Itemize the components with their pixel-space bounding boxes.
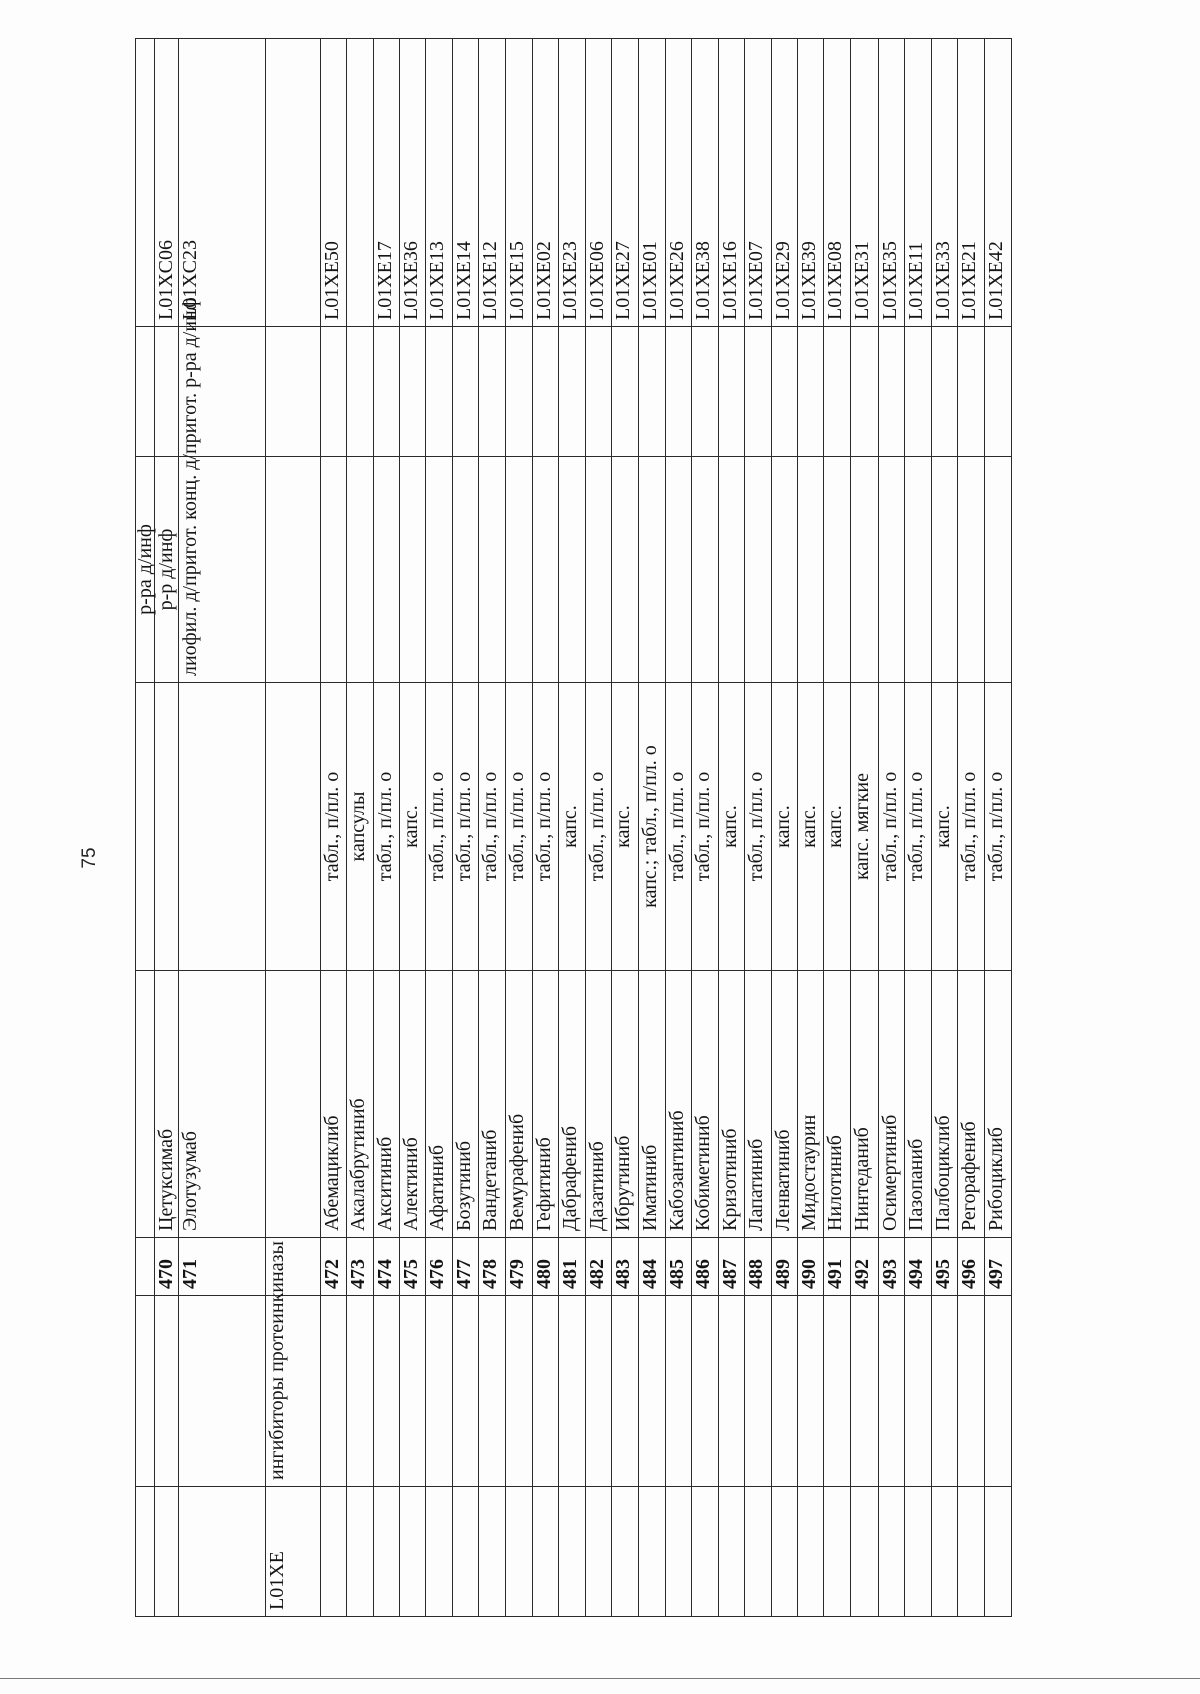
row-number-cell — [136, 1238, 155, 1296]
dosage-form-cell: табл., п/пл. о — [321, 683, 347, 971]
group-code-cell — [639, 1487, 666, 1617]
empty-cell — [824, 327, 851, 457]
empty-cell — [932, 327, 958, 457]
group-code-cell — [692, 1487, 719, 1617]
dosage-form-secondary-cell — [506, 457, 533, 683]
group-name-cell — [321, 1296, 347, 1487]
atc-code-cell: L01XE33 — [932, 39, 958, 327]
empty-cell — [155, 327, 179, 457]
group-code-cell — [400, 1487, 426, 1617]
dosage-form-cell — [155, 683, 179, 971]
dosage-form-cell: табл., п/пл. о — [985, 683, 1012, 971]
dosage-form-cell: капс. — [612, 683, 639, 971]
atc-code-cell — [136, 39, 155, 327]
row-number-cell: 494 — [905, 1238, 932, 1296]
row-number-cell: 485 — [666, 1238, 692, 1296]
table-row — [155, 39, 179, 1617]
row-number-cell: 483 — [612, 1238, 639, 1296]
empty-cell — [612, 327, 639, 457]
drug-name-cell: Вемурафениб — [506, 971, 533, 1238]
dosage-form-secondary-cell — [586, 457, 612, 683]
row-number-cell: 491 — [824, 1238, 851, 1296]
dosage-form-secondary-cell — [958, 457, 985, 683]
empty-cell — [958, 327, 985, 457]
group-name-cell — [879, 1296, 905, 1487]
row-number-cell: 473 — [347, 1238, 374, 1296]
dosage-form-secondary-cell — [772, 457, 798, 683]
drug-name-cell: Элотузумаб — [179, 971, 266, 1238]
row-number-cell: 481 — [559, 1238, 586, 1296]
group-name-cell — [985, 1296, 1012, 1487]
dosage-form-cell: капс. — [772, 683, 798, 971]
dosage-form-secondary-cell: р-ра д/инф — [136, 457, 155, 683]
atc-code-cell: L01XC06 — [155, 39, 179, 327]
dosage-form-secondary-cell — [905, 457, 932, 683]
atc-code-cell: L01XE14 — [453, 39, 479, 327]
group-code-cell — [798, 1487, 824, 1617]
page-number: 75 — [79, 847, 100, 869]
empty-cell — [533, 327, 559, 457]
dosage-form-cell: капс. — [824, 683, 851, 971]
group-code-cell: L01XE — [266, 1487, 321, 1617]
dosage-form-cell: табл., п/пл. о — [666, 683, 692, 971]
dosage-form-cell: табл., п/пл. о — [374, 683, 400, 971]
dosage-form-secondary-cell — [453, 457, 479, 683]
drug-name-cell: Афатиниб — [426, 971, 453, 1238]
group-code-cell — [772, 1487, 798, 1617]
group-name-cell — [533, 1296, 559, 1487]
row-number-cell: 475 — [400, 1238, 426, 1296]
table-row — [506, 39, 533, 1617]
row-number-cell: 478 — [479, 1238, 506, 1296]
dosage-form-cell: капс. — [559, 683, 586, 971]
row-number-cell: 484 — [639, 1238, 666, 1296]
drug-name-cell: Цетуксимаб — [155, 971, 179, 1238]
atc-code-cell: L01XE39 — [798, 39, 824, 327]
table-row — [533, 39, 559, 1617]
group-name-cell — [958, 1296, 985, 1487]
empty-cell — [453, 327, 479, 457]
row-number-cell: 477 — [453, 1238, 479, 1296]
drug-name-cell: Пазопаниб — [905, 971, 932, 1238]
group-name-cell — [745, 1296, 772, 1487]
atc-code-cell: L01XE26 — [666, 39, 692, 327]
drug-name-cell: Акалабрутиниб — [347, 971, 374, 1238]
atc-code-cell: L01XE08 — [824, 39, 851, 327]
dosage-form-cell — [179, 683, 266, 971]
dosage-form-cell: табл., п/пл. о — [745, 683, 772, 971]
drug-name-cell: Дазатиниб — [586, 971, 612, 1238]
empty-cell — [374, 327, 400, 457]
group-code-cell — [479, 1487, 506, 1617]
table-row — [798, 39, 824, 1617]
dosage-form-secondary-cell — [932, 457, 958, 683]
empty-cell — [400, 327, 426, 457]
group-code-cell — [612, 1487, 639, 1617]
drug-name-cell: Алектиниб — [400, 971, 426, 1238]
atc-code-cell: L01XE31 — [851, 39, 879, 327]
dosage-form-cell: капс. — [798, 683, 824, 971]
group-code-cell — [179, 1487, 266, 1617]
drug-name-cell: Рибоциклиб — [985, 971, 1012, 1238]
dosage-form-cell: табл., п/пл. о — [426, 683, 453, 971]
dosage-form-secondary-cell: лиофил. д/пригот. конц. д/пригот. р-ра д/инф — [179, 457, 266, 683]
empty-cell — [506, 327, 533, 457]
atc-code-cell: L01XE02 — [533, 39, 559, 327]
drug-name-cell: Ленватиниб — [772, 971, 798, 1238]
dosage-form-cell: капс.; табл., п/пл. о — [639, 683, 666, 971]
group-code-cell — [905, 1487, 932, 1617]
dosage-form-secondary-cell — [824, 457, 851, 683]
drug-name-cell: Вандетаниб — [479, 971, 506, 1238]
row-number-cell: 471 — [179, 1238, 266, 1296]
dosage-form-secondary-cell — [533, 457, 559, 683]
group-name-cell — [400, 1296, 426, 1487]
row-number-cell: 495 — [932, 1238, 958, 1296]
atc-code-cell: L01XE11 — [905, 39, 932, 327]
group-code-cell — [719, 1487, 745, 1617]
table-row — [745, 39, 772, 1617]
group-code-cell — [506, 1487, 533, 1617]
drug-name-cell: Кризотиниб — [719, 971, 745, 1238]
group-code-cell — [136, 1487, 155, 1617]
dosage-form-secondary-cell — [692, 457, 719, 683]
group-name-cell: ингибиторы протеинкиназы — [266, 1296, 321, 1487]
row-number-cell: 487 — [719, 1238, 745, 1296]
group-name-cell — [905, 1296, 932, 1487]
group-code-cell — [958, 1487, 985, 1617]
atc-code-cell: L01XC23 — [179, 39, 266, 327]
group-code-cell — [745, 1487, 772, 1617]
row-number-cell: 489 — [772, 1238, 798, 1296]
atc-code-cell: L01XE17 — [374, 39, 400, 327]
group-code-cell — [932, 1487, 958, 1617]
group-code-cell — [824, 1487, 851, 1617]
dosage-form-secondary-cell — [374, 457, 400, 683]
table-row — [639, 39, 666, 1617]
dosage-form-secondary-cell — [745, 457, 772, 683]
bottom-divider — [0, 1678, 1200, 1679]
atc-code-cell: L01XE23 — [559, 39, 586, 327]
row-number-cell: 492 — [851, 1238, 879, 1296]
atc-code-cell: L01XE06 — [586, 39, 612, 327]
dosage-form-cell: капс. — [719, 683, 745, 971]
table-row — [851, 39, 879, 1617]
group-name-cell — [155, 1296, 179, 1487]
dosage-form-cell: капс. — [400, 683, 426, 971]
table-row — [772, 39, 798, 1617]
atc-code-cell: L01XE21 — [958, 39, 985, 327]
group-name-cell — [479, 1296, 506, 1487]
empty-cell — [136, 327, 155, 457]
empty-cell — [851, 327, 879, 457]
group-name-cell — [851, 1296, 879, 1487]
empty-cell — [745, 327, 772, 457]
drug-name-cell: Палбоциклиб — [932, 971, 958, 1238]
dosage-form-secondary-cell — [612, 457, 639, 683]
group-name-cell — [559, 1296, 586, 1487]
table-row — [347, 39, 374, 1617]
drug-name-cell: Бозутиниб — [453, 971, 479, 1238]
table-row — [824, 39, 851, 1617]
group-name-cell — [612, 1296, 639, 1487]
table-row — [666, 39, 692, 1617]
atc-code-cell: L01XE38 — [692, 39, 719, 327]
drug-table — [135, 38, 1012, 1617]
group-code-cell — [453, 1487, 479, 1617]
row-number-cell: 476 — [426, 1238, 453, 1296]
dosage-form-secondary-cell — [985, 457, 1012, 683]
group-name-cell — [374, 1296, 400, 1487]
row-number-cell: 488 — [745, 1238, 772, 1296]
dosage-form-secondary-cell — [719, 457, 745, 683]
group-code-cell — [666, 1487, 692, 1617]
table-row — [453, 39, 479, 1617]
dosage-form-cell: капс. мягкие — [851, 683, 879, 971]
atc-code-cell: L01XE27 — [612, 39, 639, 327]
empty-cell — [479, 327, 506, 457]
row-number-cell: 479 — [506, 1238, 533, 1296]
group-name-cell — [179, 1296, 266, 1487]
row-number-cell: 482 — [586, 1238, 612, 1296]
drug-name-cell: Осимертиниб — [879, 971, 905, 1238]
empty-cell — [559, 327, 586, 457]
table-row — [958, 39, 985, 1617]
dosage-form-cell: табл., п/пл. о — [586, 683, 612, 971]
dosage-form-secondary-cell — [666, 457, 692, 683]
dosage-form-cell — [136, 683, 155, 971]
empty-cell — [719, 327, 745, 457]
drug-name-cell: Лапатиниб — [745, 971, 772, 1238]
group-code-cell — [533, 1487, 559, 1617]
row-number-cell: 480 — [533, 1238, 559, 1296]
dosage-form-cell: табл., п/пл. о — [506, 683, 533, 971]
table-row — [985, 39, 1012, 1617]
table-body — [136, 39, 1012, 1617]
dosage-form-secondary-cell — [851, 457, 879, 683]
drug-name-cell: Кабозантиниб — [666, 971, 692, 1238]
empty-cell — [905, 327, 932, 457]
atc-code-cell: L01XE16 — [719, 39, 745, 327]
dosage-form-secondary-cell — [347, 457, 374, 683]
group-name-cell — [692, 1296, 719, 1487]
atc-code-cell: L01XE35 — [879, 39, 905, 327]
dosage-form-secondary-cell — [266, 457, 321, 683]
dosage-form-secondary-cell — [798, 457, 824, 683]
atc-code-cell — [266, 39, 321, 327]
drug-name-cell: Акситиниб — [374, 971, 400, 1238]
group-name-cell — [719, 1296, 745, 1487]
row-number-cell: 496 — [958, 1238, 985, 1296]
group-name-cell — [426, 1296, 453, 1487]
row-number-cell: 472 — [321, 1238, 347, 1296]
drug-name-cell: Дабрафениб — [559, 971, 586, 1238]
dosage-form-cell: табл., п/пл. о — [692, 683, 719, 971]
group-code-cell — [879, 1487, 905, 1617]
row-number-cell: 493 — [879, 1238, 905, 1296]
atc-code-cell: L01XE36 — [400, 39, 426, 327]
atc-code-cell: L01XE13 — [426, 39, 453, 327]
drug-name-cell — [136, 971, 155, 1238]
group-code-cell — [374, 1487, 400, 1617]
table-row — [586, 39, 612, 1617]
dosage-form-cell: капс. — [932, 683, 958, 971]
dosage-form-secondary-cell — [321, 457, 347, 683]
drug-name-cell: Нинтеданиб — [851, 971, 879, 1238]
dosage-form-cell: капсулы — [347, 683, 374, 971]
atc-code-cell: L01XE01 — [639, 39, 666, 327]
drug-name-cell: Мидостаурин — [798, 971, 824, 1238]
atc-code-cell: L01XE42 — [985, 39, 1012, 327]
dosage-form-secondary-cell — [426, 457, 453, 683]
empty-cell — [772, 327, 798, 457]
empty-cell — [985, 327, 1012, 457]
drug-name-cell: Абемациклиб — [321, 971, 347, 1238]
table-row — [932, 39, 958, 1617]
group-name-cell — [798, 1296, 824, 1487]
empty-cell — [347, 327, 374, 457]
group-name-cell — [453, 1296, 479, 1487]
table-row — [719, 39, 745, 1617]
drug-name-cell: Иматиниб — [639, 971, 666, 1238]
group-code-cell — [321, 1487, 347, 1617]
group-name-cell — [824, 1296, 851, 1487]
empty-cell — [639, 327, 666, 457]
dosage-form-secondary-cell — [639, 457, 666, 683]
group-name-cell — [932, 1296, 958, 1487]
drug-name-cell — [266, 971, 321, 1238]
drug-name-cell: Гефитиниб — [533, 971, 559, 1238]
group-code-cell — [985, 1487, 1012, 1617]
atc-code-cell: L01XE07 — [745, 39, 772, 327]
table-row — [266, 39, 321, 1617]
group-name-cell — [586, 1296, 612, 1487]
dosage-form-secondary-cell — [879, 457, 905, 683]
group-name-cell — [772, 1296, 798, 1487]
atc-code-cell: L01XE29 — [772, 39, 798, 327]
empty-cell — [798, 327, 824, 457]
group-name-cell — [347, 1296, 374, 1487]
empty-cell — [321, 327, 347, 457]
dosage-form-cell: табл., п/пл. о — [905, 683, 932, 971]
table-row — [321, 39, 347, 1617]
rotated-table-container — [135, 39, 1139, 1617]
dosage-form-cell — [266, 683, 321, 971]
drug-name-cell: Регорафениб — [958, 971, 985, 1238]
table-row — [559, 39, 586, 1617]
empty-cell — [426, 327, 453, 457]
group-name-cell — [506, 1296, 533, 1487]
dosage-form-secondary-cell — [479, 457, 506, 683]
dosage-form-cell: табл., п/пл. о — [879, 683, 905, 971]
drug-name-cell: Ибрутиниб — [612, 971, 639, 1238]
group-name-cell — [136, 1296, 155, 1487]
atc-code-cell: L01XE12 — [479, 39, 506, 327]
drug-name-cell: Кобиметиниб — [692, 971, 719, 1238]
group-code-cell — [426, 1487, 453, 1617]
dosage-form-cell: табл., п/пл. о — [453, 683, 479, 971]
table-row — [374, 39, 400, 1617]
row-number-cell: 470 — [155, 1238, 179, 1296]
group-code-cell — [586, 1487, 612, 1617]
group-name-cell — [666, 1296, 692, 1487]
row-number-cell: 490 — [798, 1238, 824, 1296]
empty-cell — [666, 327, 692, 457]
group-code-cell — [559, 1487, 586, 1617]
group-code-cell — [347, 1487, 374, 1617]
dosage-form-secondary-cell: р-р д/инф — [155, 457, 179, 683]
group-code-cell — [851, 1487, 879, 1617]
dosage-form-cell: табл., п/пл. о — [958, 683, 985, 971]
row-number-cell: 474 — [374, 1238, 400, 1296]
table-row — [136, 39, 155, 1617]
table-row — [179, 39, 266, 1617]
table-row — [612, 39, 639, 1617]
dosage-form-secondary-cell — [400, 457, 426, 683]
row-number-cell: 497 — [985, 1238, 1012, 1296]
group-name-cell — [639, 1296, 666, 1487]
row-number-cell: 486 — [692, 1238, 719, 1296]
dosage-form-cell: табл., п/пл. о — [479, 683, 506, 971]
atc-code-cell: L01XE15 — [506, 39, 533, 327]
dosage-form-secondary-cell — [559, 457, 586, 683]
table-row — [400, 39, 426, 1617]
empty-cell — [586, 327, 612, 457]
empty-cell — [266, 327, 321, 457]
table-row — [879, 39, 905, 1617]
empty-cell — [692, 327, 719, 457]
atc-code-cell: L01XE50 — [321, 39, 347, 327]
table-row — [692, 39, 719, 1617]
atc-code-cell — [347, 39, 374, 327]
table-row — [905, 39, 932, 1617]
dosage-form-cell: табл., п/пл. о — [533, 683, 559, 971]
empty-cell — [879, 327, 905, 457]
group-code-cell — [155, 1487, 179, 1617]
table-row — [479, 39, 506, 1617]
table-row — [426, 39, 453, 1617]
drug-name-cell: Нилотиниб — [824, 971, 851, 1238]
